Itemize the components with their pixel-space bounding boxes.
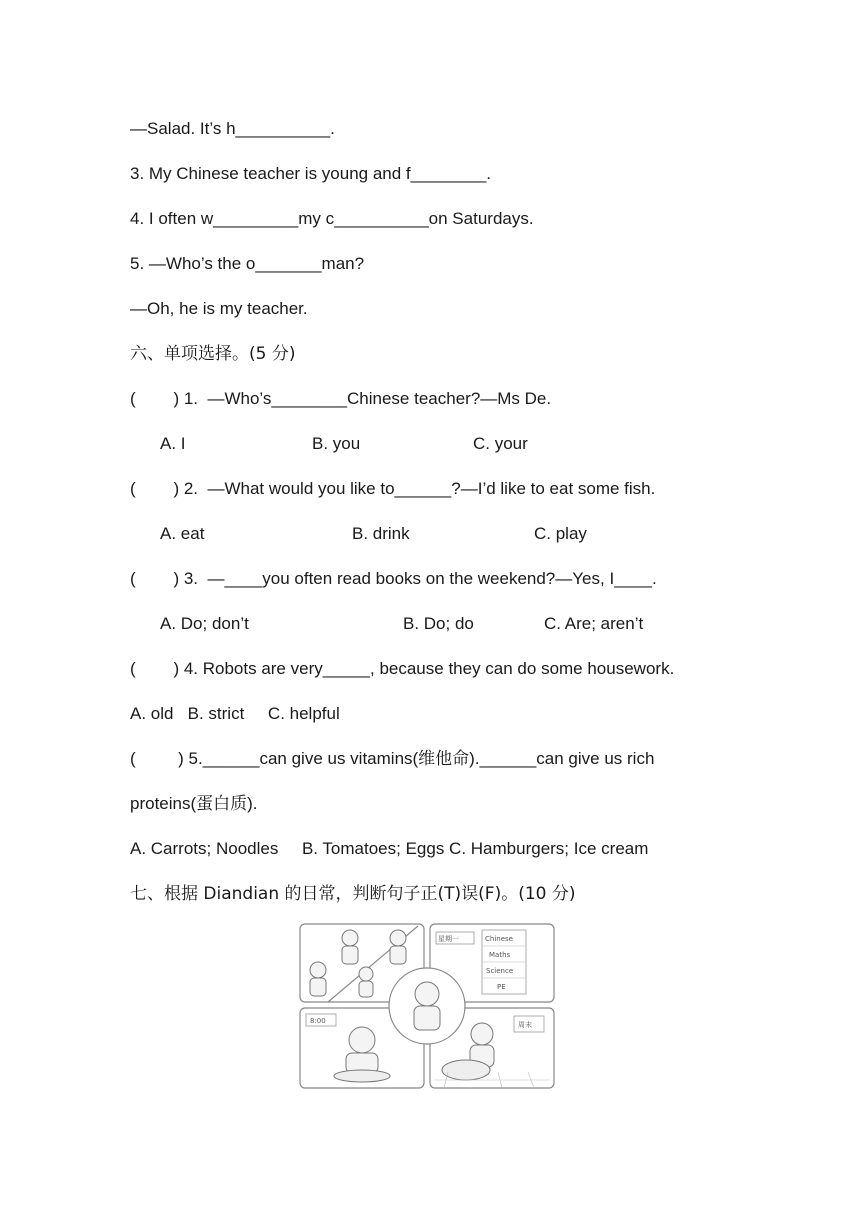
mc-question-2: ( ) 2. —What would you like to______?—I’d like to eat some fish. (130, 479, 656, 498)
subject-1: Chinese (485, 935, 513, 943)
mc-q2-option-b: B. drink (352, 524, 410, 543)
subject-3: Science (486, 967, 514, 975)
diandian-portrait (414, 982, 440, 1030)
mc-q3-option-c: C. Are; aren’t (544, 614, 644, 633)
mc-q5-options: A. Carrots; Noodles B. Tomatoes; Eggs C. Hamburgers; Ice cream (130, 839, 649, 858)
mc-q3-option-b: B. Do; do (403, 614, 474, 633)
weekend-label: 周末 (518, 1021, 532, 1029)
fill-blank-line-a: —Salad. It’s h__________. (130, 119, 335, 138)
fill-blank-question-4: 4. I often w_________my c__________on Saturdays. (130, 209, 534, 228)
calendar-label: 星期一 (438, 935, 459, 943)
mc-question-5-line-1: ( ) 5.______can give us vitamins(维他命).______can give us rich (130, 749, 655, 768)
section-7-heading: 七、根据 Diandian 的日常，判断句子正(T)误(F)。(10 分) (130, 884, 576, 904)
mc-question-4: ( ) 4. Robots are very_____, because they can do some housework. (130, 659, 675, 678)
subject-2: Maths (489, 951, 511, 959)
diandian-daily-routine-illustration (298, 922, 556, 1092)
fill-blank-question-3: 3. My Chinese teacher is young and f________. (130, 164, 492, 183)
mc-question-3: ( ) 3. —____you often read books on the weekend?—Yes, I____. (130, 569, 657, 588)
mc-q4-options: A. old B. strict C. helpful (130, 704, 340, 723)
fill-blank-answer-5: —Oh, he is my teacher. (130, 299, 308, 318)
mc-q1-option-b: B. you (312, 434, 361, 453)
section-6-heading: 六、单项选择。(5 分) (130, 344, 296, 364)
clock-time: 8:00 (310, 1017, 326, 1025)
mc-question-5-line-2: proteins(蛋白质). (130, 794, 258, 813)
mc-q3-option-a: A. Do; don’t (160, 614, 249, 633)
breakfast-boy (334, 1027, 390, 1082)
mc-q1-option-a: A. I (160, 434, 186, 453)
mc-question-1: ( ) 1. —Who’s________Chinese teacher?—Ms De. (130, 389, 552, 408)
mc-q2-option-c: C. play (534, 524, 587, 543)
teacher-figures (310, 930, 406, 997)
mc-q2-option-a: A. eat (160, 524, 205, 543)
subject-4: PE (497, 983, 506, 991)
mc-q1-option-c: C. your (473, 434, 528, 453)
fill-blank-question-5: 5. —Who’s the o_______man? (130, 254, 365, 273)
